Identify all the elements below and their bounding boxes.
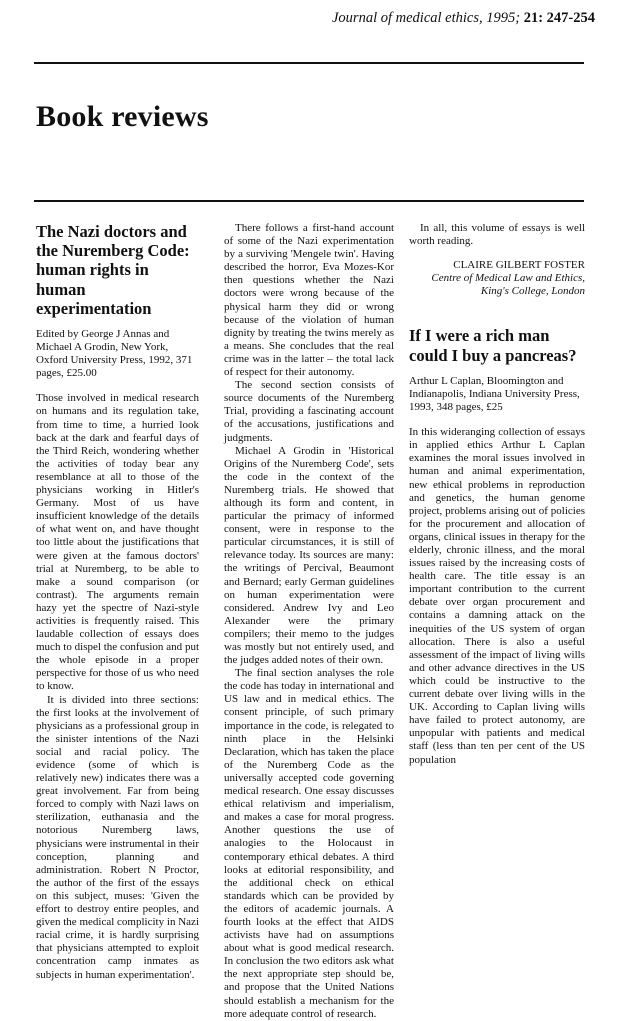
column-2 xyxy=(224,222,394,1021)
review-1-paragraph-7: In all, this volume of essays is well worth reading. xyxy=(409,222,585,248)
journal-header xyxy=(332,10,595,27)
review-1-paragraph-1: Those involved in medical research on humans and its regulation take, from time to time, a hurried look back at the dark and fearful days of the Third Reich, wondering whether the activities of today bear any resemblance at all to those of the physicians working in Hitler's Germany. Most of us have insufficient knowledge of the details of what went on, and have thought too little about the justifications that were given at the famous doctors' trial at Nuremberg, to be able to make a sound comparison (or contrast). The arguments remain hazy yet the spectre of Nazi-style activities is frequently raised. This laudable collection of essays does much to dispel the confusion and put the whole episode in a proper perspective for those of us who need to know. xyxy=(36,392,199,693)
review-2-paragraph-1: In this wideranging collection of essays in applied ethics Arthur L Caplan examines the moral issues involved in human and animal experimentation, new ethical problems in reproduction and genetics, the human genome project, problems arising out of policies for the procurement and allocation of organs, clinical issues in therapy for the elderly, chronic illness, and the moral issues raised by the increasing costs of health care. The title essay is an important contribution to the current debate over organ procurement and contains a damning attack on the inequities of the US system of organ allocation. There is also a useful assessment of the impact of living wills and other advance directives in the US which could be instructive to the current debate over living wills in the UK. According to Caplan living wills have failed to protect autonomy, are unpopular with patients and medical staff (less than ten per cent of the US population xyxy=(409,426,585,766)
review-2-title: If I were a rich man could I buy a pancreas? xyxy=(409,326,577,365)
review-1-paragraph-5: Michael A Grodin in 'Historical Origins of the Nuremberg Code', sets the code in the context of the Nuremberg trials. He showed that although its form and content, in particular the primacy of informed consent, were in response to the particular circumstances, it is still of relevance today. Its sources are many: the writings of Percival, Beaumont and Bernard; early German guidelines on human experimentation were considered. Andrew Ivy and Leo Alexander were the primary compilers; their memo to the judges was mostly but not entirely used, and the judges added notes of their own. xyxy=(224,444,394,667)
section-title: Book reviews xyxy=(36,100,209,133)
journal-name: Journal of medical ethics, 1995; xyxy=(332,10,521,26)
review-1-biblio: Edited by George J Annas and Michael A Grodin, New York, Oxford University Press, 1992, 371 pages, £25.00 xyxy=(36,328,193,380)
review-1-title: The Nazi doctors and the Nuremberg Code: human rights in human experimentation xyxy=(36,222,190,318)
column-1 xyxy=(36,222,199,982)
section-rule xyxy=(34,200,584,202)
review-1-paragraph-3: There follows a first-hand account of some of the Nazi experimentation by a surviving 'Mengele twin'. Having described the horror, Eva Mozes-Kor then questions whether the Nazi doctors were wrong because of the physical harm they did or wrong because of the violation of human dignity by treating the twins merely as a means. She concludes that the real crime was in the latter – the total lack of respect for their autonomy. xyxy=(224,222,394,379)
reviewer-affiliation-1: Centre of Medical Law and Ethics, xyxy=(431,272,585,285)
review-1-paragraph-2: It is divided into three sections: the first looks at the involvement of physicians as a professional group in the sinister intentions of the Nazi social and racial policy. The evidence (some of which is relatively new) indicates there was a great involvement. Far from being forced to comply with Nazi laws on sterilization, euthanasia and the notorious Nuremberg laws, physicians were instrumental in their conception, planning and administration. Robert N Proctor, the author of the first of the essays on this subject, muses: 'Given the effort to destroy entire peoples, and given the medical complicity in Nazi racial crime, it is hardly surprising that physicians attempted to exploit concentration camp inmates as subjects in human experimentation'. xyxy=(36,693,199,981)
review-2-biblio: Arthur L Caplan, Bloomington and Indianapolis, Indiana University Press, 1993, 348 pages, £25 xyxy=(409,374,580,414)
column-3 xyxy=(409,222,585,767)
reviewer-affiliation-2: King's College, London xyxy=(480,285,585,298)
journal-pages: 247-254 xyxy=(546,10,595,26)
review-1-paragraph-4: The second section consists of source documents of the Nuremberg Trial, providing a fascinating account of the accusations, justifications and judgments. xyxy=(224,379,394,444)
journal-volume: 21: xyxy=(523,10,544,26)
review-1-paragraph-6: The final section analyses the role the code has today in international and US law and in medical ethics. The consent principle, of such primary importance in the code, is relegated to ninth place in the Helsinki Declaration, which has taken the place of the Nuremberg Code as the universally accepted code governing medical research. One essay discusses ethical relativism and imperialism, and makes a case for moral progress. Another questions the use of analogies to the Holocaust in contemporary ethical debates. A third looks at editorial responsibility, and the additional check on ethical standards which can be provided by the editors of academic journals. A fourth looks at the effect that AIDS activists have had on assumptions about what is good medical research. In conclusion the two editors ask what the next appropriate step should be, and propose that the United Nations should establish a mechanism for the more adequate control of research. xyxy=(224,667,394,1020)
reviewer-name: CLAIRE GILBERT FOSTER xyxy=(453,259,585,272)
top-rule xyxy=(34,62,584,64)
